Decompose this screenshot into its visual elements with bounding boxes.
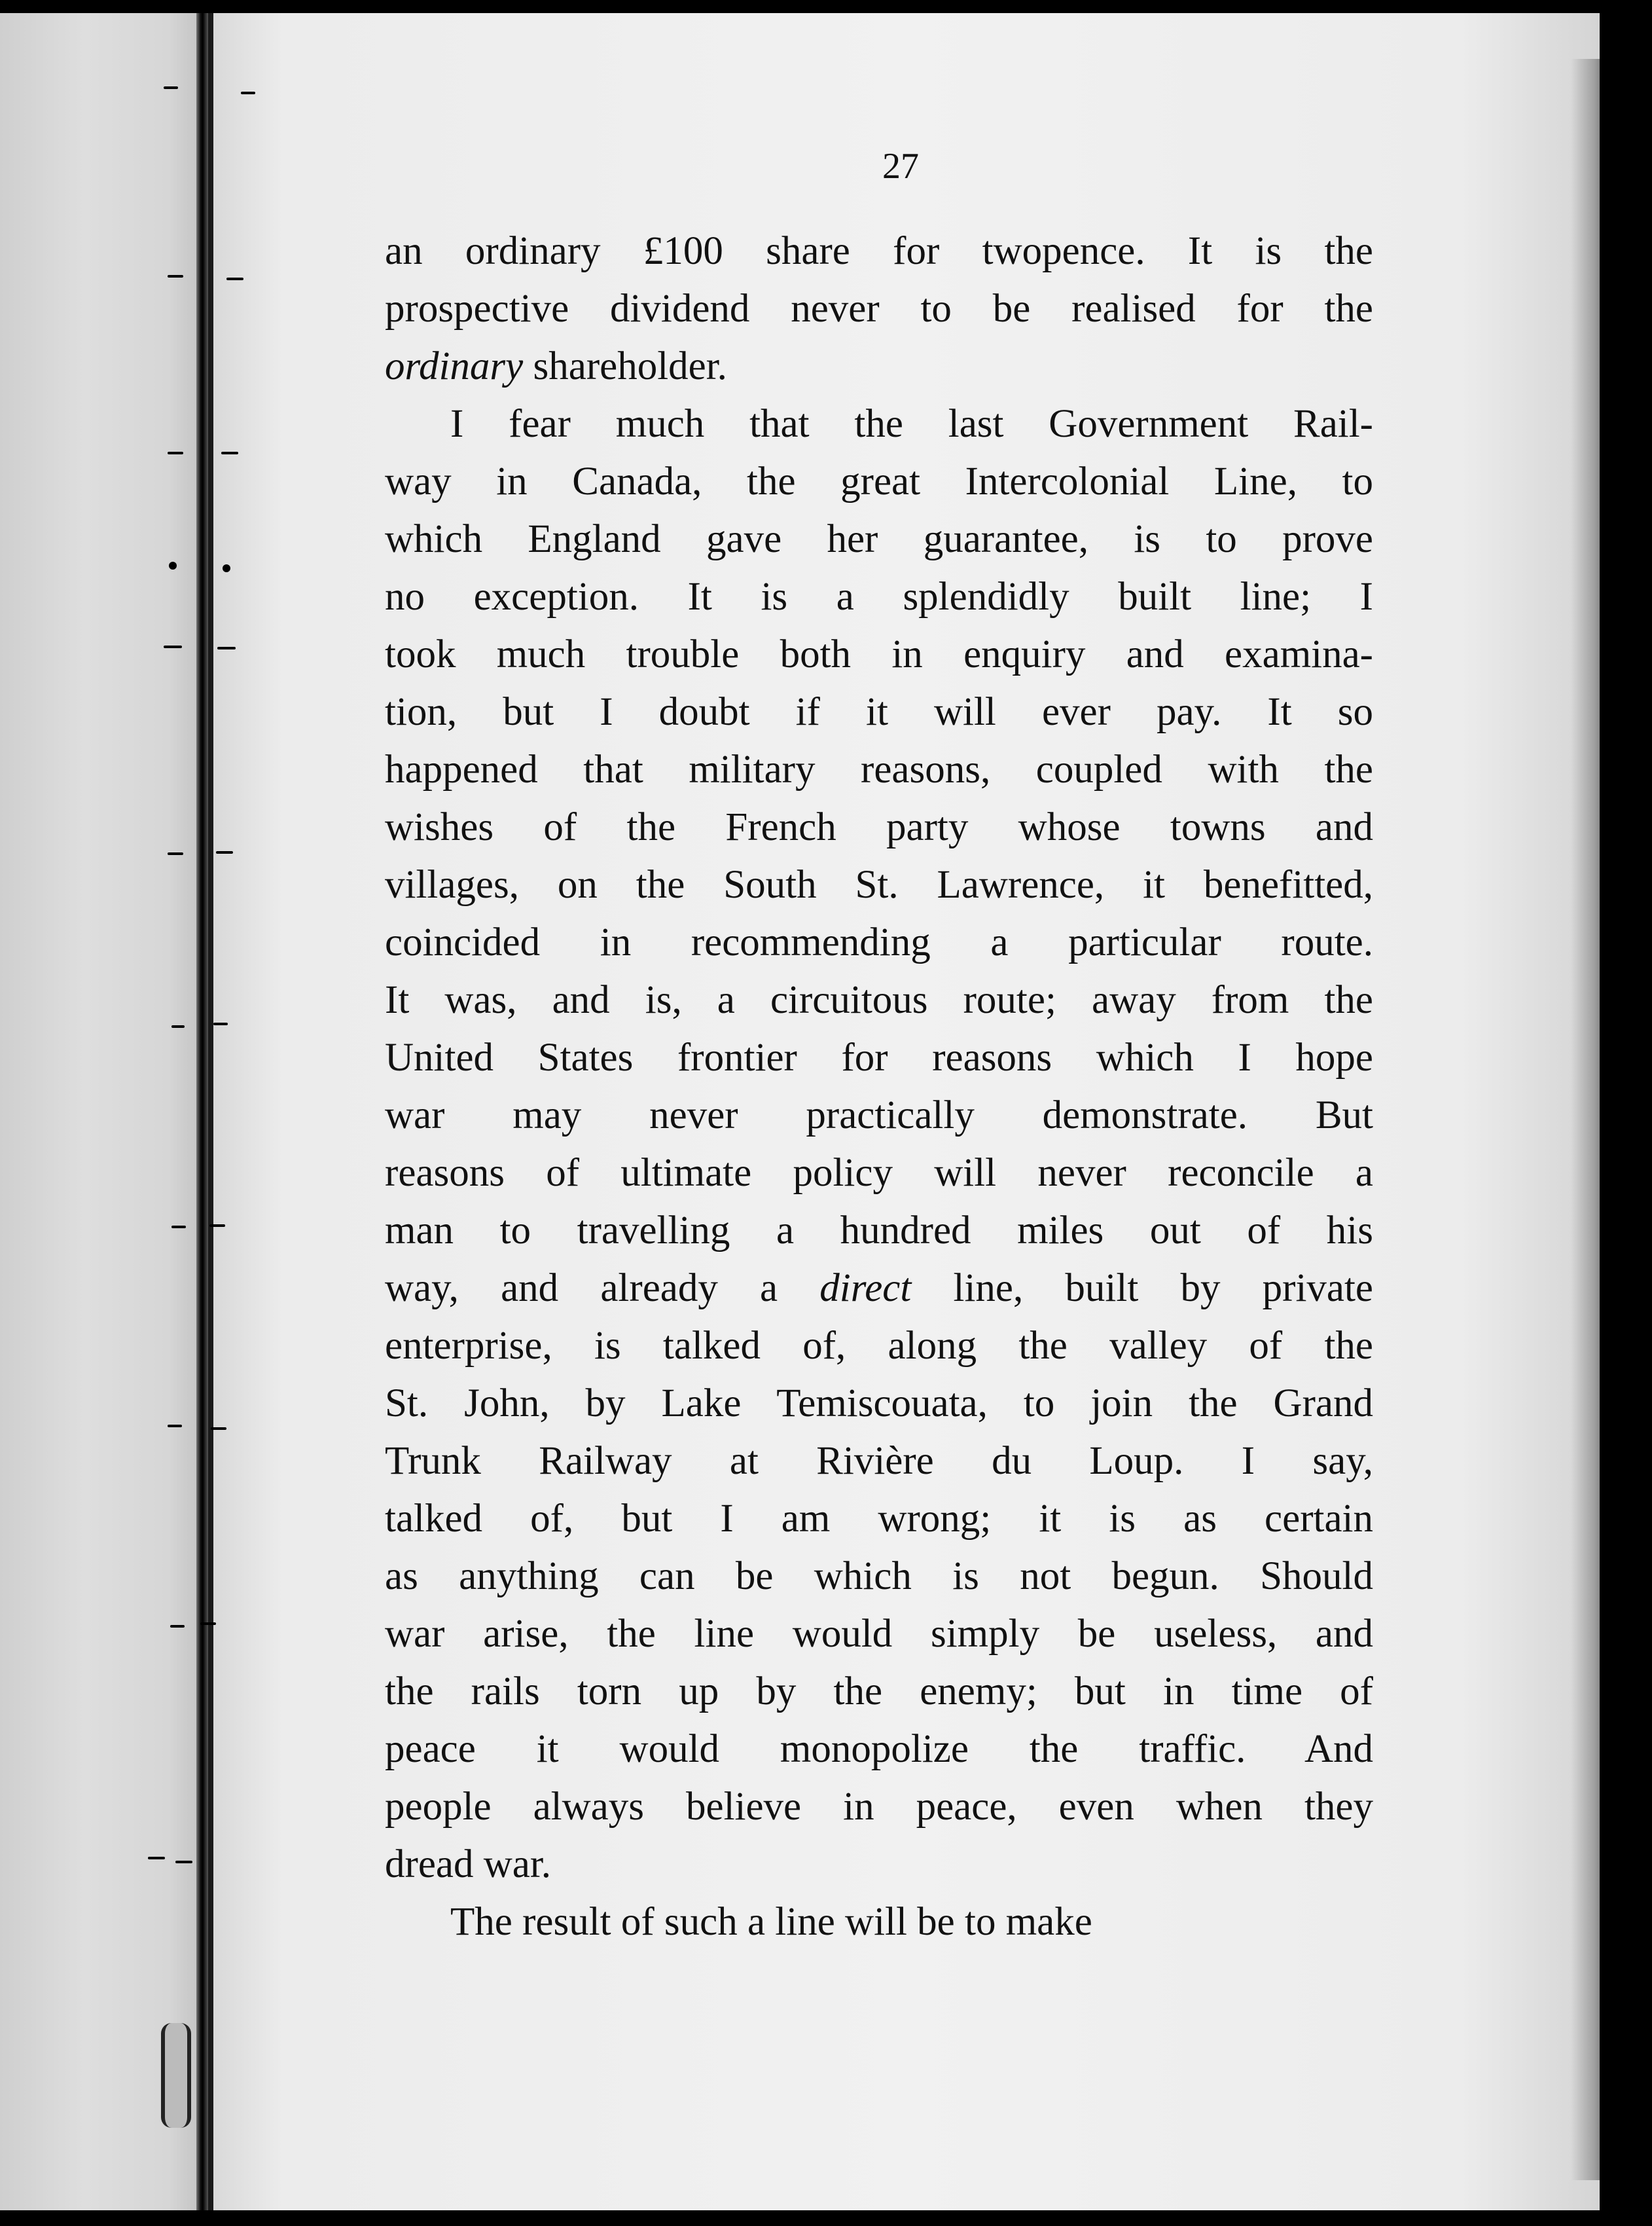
binding-mark <box>148 1857 165 1859</box>
text-line: no exception. It is a splendidly built line; I <box>385 575 1373 619</box>
text-line: villages, on the South St. Lawrence, it benefitted, <box>385 863 1373 907</box>
text-line: took much trouble both in enquiry and examina- <box>385 632 1373 676</box>
binding-hole <box>169 562 177 570</box>
text-line <box>385 1260 1373 1317</box>
binding-mark <box>170 1625 185 1628</box>
binding-mark <box>216 851 233 854</box>
binding-mark <box>241 92 255 94</box>
text-line: coincided in recommending a particular route. <box>385 921 1373 964</box>
binding-clip <box>161 2023 191 2128</box>
text-line: as anything can be which is not begun. Should <box>385 1554 1373 1598</box>
left-page-edge <box>0 0 211 2226</box>
text-line: I fear much that the last Government Rail- <box>450 402 1373 446</box>
paragraph <box>385 223 1373 395</box>
body-text <box>385 223 1373 1951</box>
binding-mark <box>168 275 183 278</box>
text-line: which England gave her guarantee, is to prove <box>385 517 1373 561</box>
right-scan-border <box>1600 0 1652 2226</box>
page-number: 27 <box>882 146 919 187</box>
binding-mark <box>168 1425 182 1427</box>
text-segment: shareholder. <box>523 344 727 388</box>
text-line: people always believe in peace, even when they <box>385 1785 1373 1829</box>
binding-mark <box>200 1622 216 1625</box>
binding-mark <box>171 1025 185 1028</box>
text-line: happened that military reasons, coupled with the <box>385 748 1373 792</box>
gutter-spine-line <box>208 0 213 2226</box>
paragraph <box>385 1893 1373 1951</box>
binding-hole <box>223 564 230 572</box>
binding-mark <box>209 1224 225 1227</box>
text-segment: way, and already a <box>385 1266 820 1310</box>
paragraph <box>385 395 1373 1893</box>
italic-word: ordinary <box>385 344 524 388</box>
text-line: prospective dividend never to be realised for the <box>385 287 1373 331</box>
binding-mark <box>211 1427 226 1430</box>
top-scan-border <box>0 0 1652 13</box>
binding-mark <box>175 1861 192 1863</box>
text-line: wishes of the French party whose towns and <box>385 805 1373 849</box>
text-line: St. John, by Lake Temiscouata, to join the Grand <box>385 1381 1373 1425</box>
text-line: United States frontier for reasons which I hope <box>385 1036 1373 1080</box>
binding-mark <box>168 452 183 454</box>
text-line: reasons of ultimate policy will never reconcile a <box>385 1151 1373 1195</box>
text-line: It was, and is, a circuitous route; away from the <box>385 978 1373 1022</box>
text-line: war may never practically demonstrate. But <box>385 1093 1373 1137</box>
text-line: war arise, the line would simply be useless, and <box>385 1612 1373 1656</box>
text-line: an ordinary £100 share for twopence. It is the <box>385 229 1373 273</box>
text-line: peace it would monopolize the traffic. And <box>385 1727 1373 1771</box>
binding-mark <box>171 1226 186 1228</box>
text-line: way in Canada, the great Intercolonial Line, to <box>385 460 1373 503</box>
text-line: dread war. <box>385 1842 552 1886</box>
text-segment: line, built by private <box>911 1266 1373 1310</box>
text-line: The result of such a line will be to make <box>450 1900 1092 1944</box>
text-line: talked of, but I am wrong; it is as certain <box>385 1497 1373 1541</box>
text-line: Trunk Railway at Rivière du Loup. I say, <box>385 1439 1373 1483</box>
binding-mark <box>226 278 243 280</box>
italic-word: direct <box>819 1266 912 1310</box>
binding-mark <box>213 1023 228 1025</box>
text-line: enterprise, is talked of, along the valley of the <box>385 1324 1373 1368</box>
binding-mark <box>164 646 182 648</box>
binding-mark <box>217 647 236 649</box>
text-line <box>385 338 1373 395</box>
bottom-scan-border <box>0 2210 1652 2226</box>
binding-mark <box>164 86 178 89</box>
text-line: tion, but I doubt if it will ever pay. It so <box>385 690 1373 734</box>
binding-mark <box>221 452 238 454</box>
book-gutter <box>196 0 208 2226</box>
binding-mark <box>168 852 183 855</box>
text-line: the rails torn up by the enemy; but in time of <box>385 1670 1373 1713</box>
text-line: man to travelling a hundred miles out of his <box>385 1209 1373 1252</box>
